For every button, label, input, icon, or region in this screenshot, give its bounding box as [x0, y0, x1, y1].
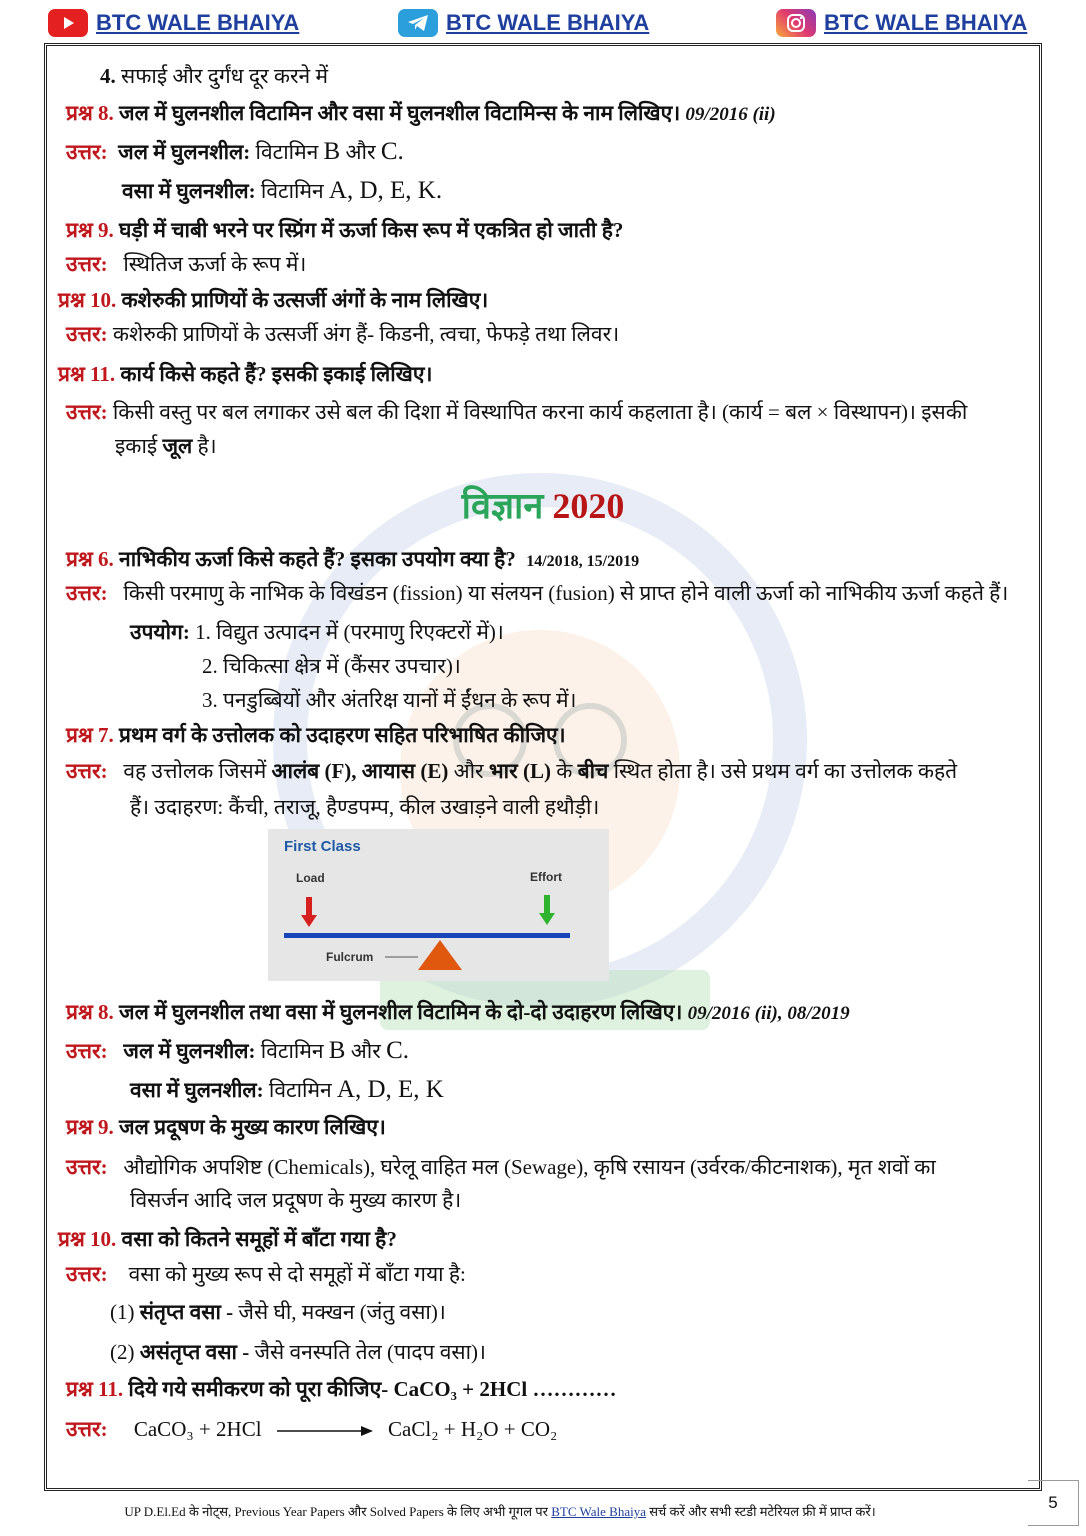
answer-6-use3: 3. पनडुब्बियों और अंतरिक्ष यानों में ईंधन के रूप में। — [202, 688, 577, 712]
lever-bar — [284, 933, 570, 938]
telegram-label: BTC WALE BHAIYA — [446, 10, 650, 35]
youtube-icon — [48, 9, 88, 37]
question-6: प्रश्न 6. नाभिकीय ऊर्जा किसे कहते हैं? इसका उपयोग क्या है? 14/2018, 15/2019 — [66, 547, 640, 571]
section-title: विज्ञान 2020 — [461, 486, 625, 526]
answer-8b-line1: उत्तर: जल में घुलनशील: विटामिन B और C. — [66, 1037, 409, 1064]
instagram-icon — [776, 9, 816, 37]
answer-9a: उत्तर: स्थितिज ऊर्जा के रूप में। — [66, 252, 307, 276]
instagram-header-link[interactable] — [776, 6, 1027, 40]
lever-figure — [268, 829, 609, 981]
question-8a: प्रश्न 8. जल में घुलनशील विटामिन और वसा में घुलनशील विटामिन्स के नाम लिखिए। 09/2016 (ii) — [66, 101, 776, 125]
answer-11a-line2: इकाई जूल है। — [115, 434, 217, 458]
answer-9b-line2: विसर्जन आदि जल प्रदूषण के मुख्य कारण है। — [130, 1188, 462, 1212]
answer-6-use2: 2. चिकित्सा क्षेत्र में (कैंसर उपचार)। — [202, 654, 461, 678]
effort-arrow-icon — [539, 895, 555, 925]
answer-10b-item1: (1) संतृप्त वसा - जैसे घी, मक्खन (जंतु वसा)। — [110, 1300, 446, 1324]
footer-note: UP D.El.Ed के नोट्स, Previous Year Papers और Solved Papers के लिए अभी गूगल पर BTC Wale Bhaiya सर्च करें और सभी स्टडी मटेरियल फ्री में प्राप्त करें। — [124, 1504, 876, 1519]
instagram-label: BTC WALE BHAIYA — [824, 10, 1028, 35]
answer-9b-line1: उत्तर: औद्योगिक अपशिष्ट (Chemicals), घरेलू वाहित मल (Sewage), कृषि रसायन (उर्वरक/कीटनाशक), मृत शवों का — [66, 1155, 936, 1179]
question-9b: प्रश्न 9. जल प्रदूषण के मुख्य कारण लिखिए। — [66, 1115, 386, 1139]
youtube-header-link[interactable] — [48, 6, 299, 40]
answer-11b: उत्तर: CaCO₃ + 2HCl CaCl₂ + H₂O + CO₂ — [66, 1417, 558, 1441]
answer-8a-line2: वसा में घुलनशील: विटामिन A, D, E, K. — [122, 177, 443, 204]
footer-link[interactable]: BTC Wale Bhaiya — [551, 1504, 647, 1519]
answer-7-line1: उत्तर: वह उत्तोलक जिसमें आलंब (F), आयास (E) और भार (L) के बीच स्थित होता है। उसे प्रथम वर्ग का उत्तोलक कहते — [66, 759, 958, 783]
page-number: 5 — [1028, 1480, 1079, 1526]
question-11b: प्रश्न 11. दिये गये समीकरण को पूरा कीजिए- CaCO₃ + 2HCl ………… — [66, 1377, 617, 1401]
question-8b: प्रश्न 8. जल में घुलनशील तथा वसा में घुलनशील विटामिन के दो-दो उदाहरण लिखिए। 09/2016 (ii), 08/2019 — [66, 1000, 850, 1024]
load-label: Load — [296, 871, 325, 885]
answer-6-use1: उपयोग: 1. विद्युत उत्पादन में (परमाणु रिएक्टरों में)। — [130, 620, 504, 644]
answer-10b: उत्तर: वसा को मुख्य रूप से दो समूहों में बाँटा गया है: — [66, 1262, 466, 1286]
answer-10a: उत्तर: कशेरुकी प्राणियों के उत्सर्जी अंग हैं- किडनी, त्वचा, फेफड़े तथा लिवर। — [66, 322, 620, 346]
telegram-icon — [398, 9, 438, 37]
answer-8b-line2: वसा में घुलनशील: विटामिन A, D, E, K — [130, 1076, 444, 1103]
answer-10b-item2: (2) असंतृप्त वसा - जैसे वनस्पति तेल (पादप वसा)। — [110, 1340, 486, 1364]
telegram-header-link[interactable] — [398, 6, 649, 40]
figure-title: First Class — [284, 838, 361, 855]
fulcrum-label: Fulcrum — [326, 950, 374, 964]
load-arrow-icon — [301, 897, 317, 927]
reaction-arrow-icon — [275, 1424, 375, 1438]
question-11a: प्रश्न 11. कार्य किसे कहते हैं? इसकी इकाई लिखिए। — [58, 362, 433, 386]
question-10b: प्रश्न 10. वसा को कितने समूहों में बाँटा गया है? — [58, 1227, 397, 1251]
effort-label: Effort — [530, 870, 562, 884]
answer-11a-line1: उत्तर: किसी वस्तु पर बल लगाकर उसे बल की दिशा में विस्थापित करना कार्य कहलाता है। (कार्य = बल × विस्थापन)। इसकी — [66, 400, 968, 424]
question-7: प्रश्न 7. प्रथम वर्ग के उत्तोलक को उदाहरण सहित परिभाषित कीजिए। — [66, 723, 566, 747]
youtube-label: BTC WALE BHAIYA — [96, 10, 300, 35]
question-10a: प्रश्न 10. कशेरुकी प्राणियों के उत्सर्जी अंगों के नाम लिखिए। — [58, 288, 489, 312]
answer-7-line2: हैं। उदाहरण: कैंची, तराजू, हैण्डपम्प, कील उखाड़ने वाली हथौड़ी। — [130, 795, 600, 819]
lever-drawing — [268, 829, 609, 981]
answer-6: उत्तर: किसी परमाणु के नाभिक के विखंडन (fission) या संलयन (fusion) से प्राप्त होने वाली ऊर्जा को नाभिकीय ऊर्जा कहते हैं। — [66, 581, 1009, 605]
answer-8a-line1: उत्तर: जल में घुलनशील: विटामिन B और C. — [66, 138, 404, 165]
fulcrum-triangle-icon — [418, 940, 462, 970]
list-item-4: 4. सफाई और दुर्गंध दूर करने में — [100, 64, 329, 88]
question-9a: प्रश्न 9. घड़ी में चाबी भरने पर स्प्रिंग में ऊर्जा किस रूप में एकत्रित हो जाती है? — [66, 218, 624, 242]
